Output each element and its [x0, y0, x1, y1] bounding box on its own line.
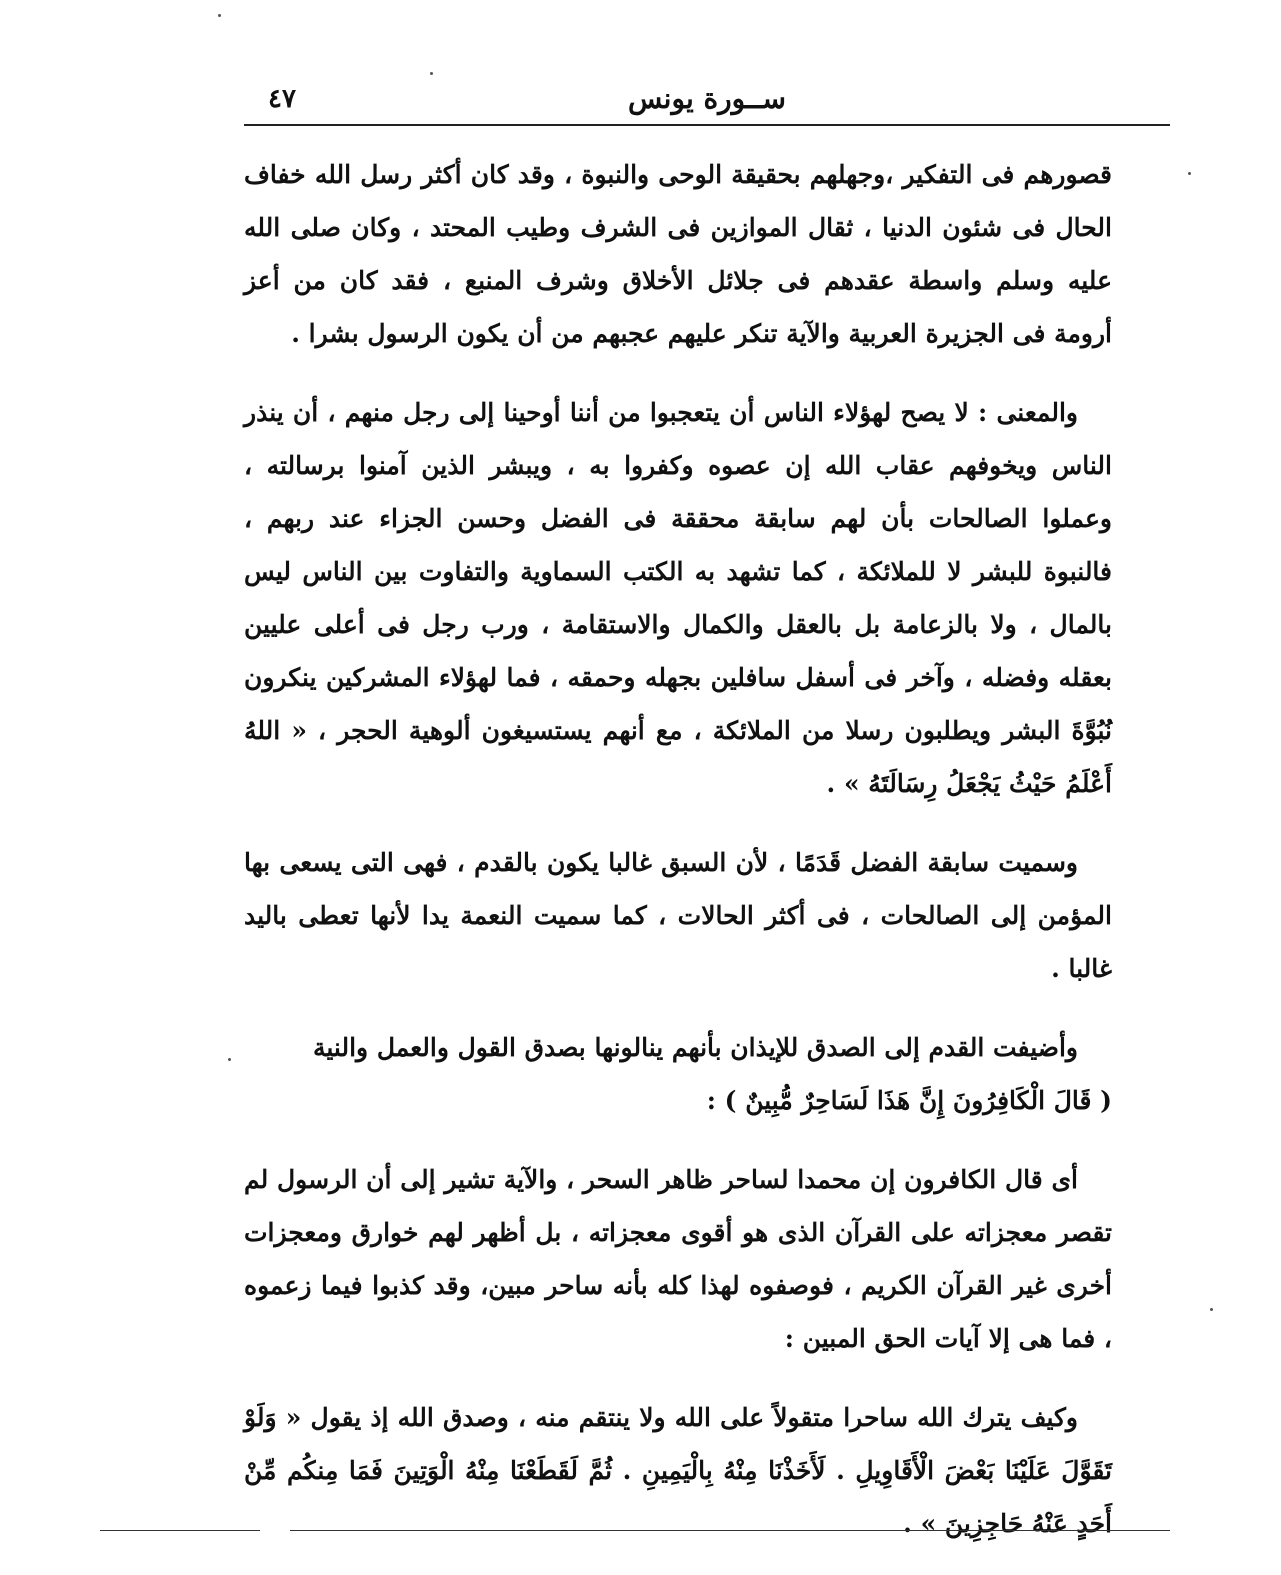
- paragraph-2: والمعنى : لا يصح لهؤلاء الناس أن يتعجبوا من أننا أوحينا إلى رجل منهم ، أن ينذر الناس ويخوفهم عقاب الله إن عصوه وكفروا به ، ويبشر الذين آمنوا برسالته ، وعملوا الصالحات بأن لهم سابقة محققة فى الفضل وحسن الجزاء عند ربهم ، فالنبوة للبشر لا للملائكة ، كما تشهد به الكتب السماوية والتفاوت بين الناس ليس بالمال ، ولا بالزعامة بل بالعقل والكمال والاستقامة ، ورب رجل فى أعلى عليين بعقله وفضله ، وآخر فى أسفل سافلين بجهله وحمقه ، فما لهؤلاء المشركين ينكرون نُبُوَّةَ البشر ويطلبون رسلا من الملائكة ، مع أنهم يستسيغون ألوهية الحجر ، « اللهُ أَعْلَمُ حَيْثُ يَجْعَلُ رِسَالَتَهُ » .: [244, 398, 1112, 798]
- scan-speck: [1210, 1308, 1213, 1311]
- scan-speck: [430, 72, 433, 75]
- header-rule: [244, 124, 1170, 126]
- scan-speck: [1188, 172, 1191, 175]
- paragraph-3: وسميت سابقة الفضل قَدَمًا ، لأن السبق غالبا يكون بالقدم ، فهى التى يسعى بها المؤمن إلى الصالحات ، فى أكثر الحالات ، كما سميت النعمة يدا لأنها تعطى باليد غالبا .: [244, 848, 1112, 983]
- body-text: [244, 148, 1112, 1550]
- page-number: ٤٧: [268, 84, 296, 114]
- paragraph-1: قصورهم فى التفكير ،وجهلهم بحقيقة الوحى والنبوة ، وقد كان أكثر رسل الله خفاف الحال فى شئون الدنيا ، ثقال الموازين فى الشرف وطيب المحتد ، وكان صلى الله عليه وسلم واسطة عقدهم فى جلائل الأخلاق وشرف المنبع ، فقد كان من أعز أرومة فى الجزيرة العربية والآية تنكر عليهم عجبهم من أن يكون الرسول بشرا .: [244, 160, 1112, 348]
- paragraph-4: وأضيفت القدم إلى الصدق للإيذان بأنهم ينالونها بصدق القول والعمل والنية: [312, 1033, 1078, 1062]
- footer-rule-left: [100, 1530, 260, 1531]
- paragraph-5: أى قال الكافرون إن محمدا لساحر ظاهر السحر ، والآية تشير إلى أن الرسول لم تقصر معجزاته على القرآن الذى هو أقوى معجزاته ، بل أظهر لهم خوارق ومعجزات أخرى غير القرآن الكريم ، فوصفوه لهذا كله بأنه ساحر مبين، وقد كذبوا فيما زعموه ، فما هى إلا آيات الحق المبين :: [244, 1165, 1112, 1353]
- scan-speck: [218, 14, 221, 17]
- scan-speck: [228, 1058, 231, 1061]
- page-header: [244, 82, 1170, 122]
- paragraph-6: وكيف يترك الله ساحرا متقولاً على الله ولا ينتقم منه ، وصدق الله إذ يقول « وَلَوْ تَقَوَّلَ عَلَيْنَا بَعْضَ الْأَقَاوِيلِ . لَأَخَذْنَا مِنْهُ بِالْيَمِينِ . ثُمَّ لَقَطَعْنَا مِنْهُ الْوَتِينَ فَمَا مِنكُم مِّنْ أَحَدٍ عَنْهُ حَاجِزِينَ » .: [244, 1403, 1112, 1538]
- footer-rule-right: [290, 1530, 1170, 1531]
- quran-verse-heading: ( قَالَ الْكَافِرُونَ إِنَّ هَذَا لَسَاحِرٌ مُّبِينٌ ) :: [706, 1086, 1112, 1115]
- running-title: ســورة يونس: [627, 82, 787, 115]
